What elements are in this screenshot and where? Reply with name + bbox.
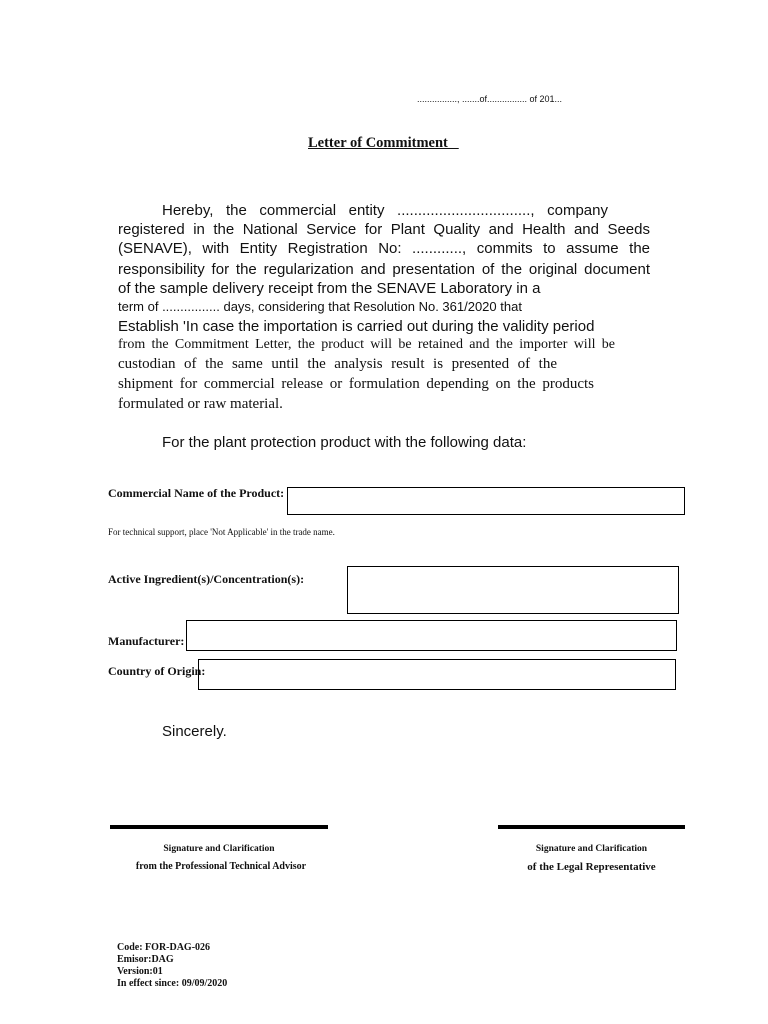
body-line: from the Commitment Letter, the product will be retained and the importer will be	[118, 337, 615, 352]
body-line: term of ................ days, considering that Resolution No. 361/2020 that	[118, 299, 522, 314]
body-first-line: Hereby, the commercial entity ................................, company	[162, 202, 608, 219]
country-field[interactable]	[198, 659, 676, 690]
form-emisor: Emisor:DAG	[117, 954, 174, 965]
signature-line-left	[110, 825, 328, 829]
active-ingredient-field[interactable]	[347, 566, 679, 614]
body-line: registered in the National Service for Plant Quality and Health and Seeds	[118, 221, 650, 238]
body-line: (SENAVE), with Entity Registration No: ............, commits to assume the	[118, 240, 650, 257]
document-title: Letter of Commitment	[308, 135, 459, 151]
form-effective-date: In effect since: 09/09/2020	[117, 978, 228, 989]
country-label: Country of Origin:	[108, 664, 206, 678]
signature-caption-left-2: from the Professional Technical Advisor	[135, 861, 307, 872]
body-line: Establish 'In case the importation is carried out during the validity period	[118, 318, 595, 335]
signature-line-right	[498, 825, 685, 829]
signature-caption-right-2: of the Legal Representative	[527, 861, 656, 873]
signature-caption-left-1: Signature and Clarification	[163, 844, 275, 854]
closing-text: Sincerely.	[162, 723, 227, 740]
manufacturer-label: Manufacturer:	[108, 634, 185, 648]
commercial-name-label: Commercial Name of the Product:	[108, 486, 285, 500]
body-line: responsibility for the regularization and presentation of the original document	[118, 261, 650, 278]
body-line: custodian of the same until the analysis result is presented of the	[118, 356, 557, 372]
form-code: Code: FOR-DAG-026	[117, 942, 211, 953]
date-line: ................, .......of................ of 201...	[417, 94, 563, 104]
body-line: formulated or raw material.	[118, 396, 283, 412]
body-line: shipment for commercial release or formulation depending on the products	[118, 376, 594, 392]
data-intro: For the plant protection product with the following data:	[162, 434, 527, 451]
technical-note: For technical support, place 'Not Applicable' in the trade name.	[108, 527, 335, 537]
form-version: Version:01	[117, 966, 163, 977]
manufacturer-field[interactable]	[186, 620, 677, 651]
signature-caption-right-1: Signature and Clarification	[535, 844, 648, 854]
commercial-name-field[interactable]	[287, 487, 685, 515]
body-line: of the sample delivery receipt from the SENAVE Laboratory in a	[118, 280, 541, 297]
active-ingredient-label: Active Ingredient(s)/Concentration(s):	[108, 572, 305, 586]
